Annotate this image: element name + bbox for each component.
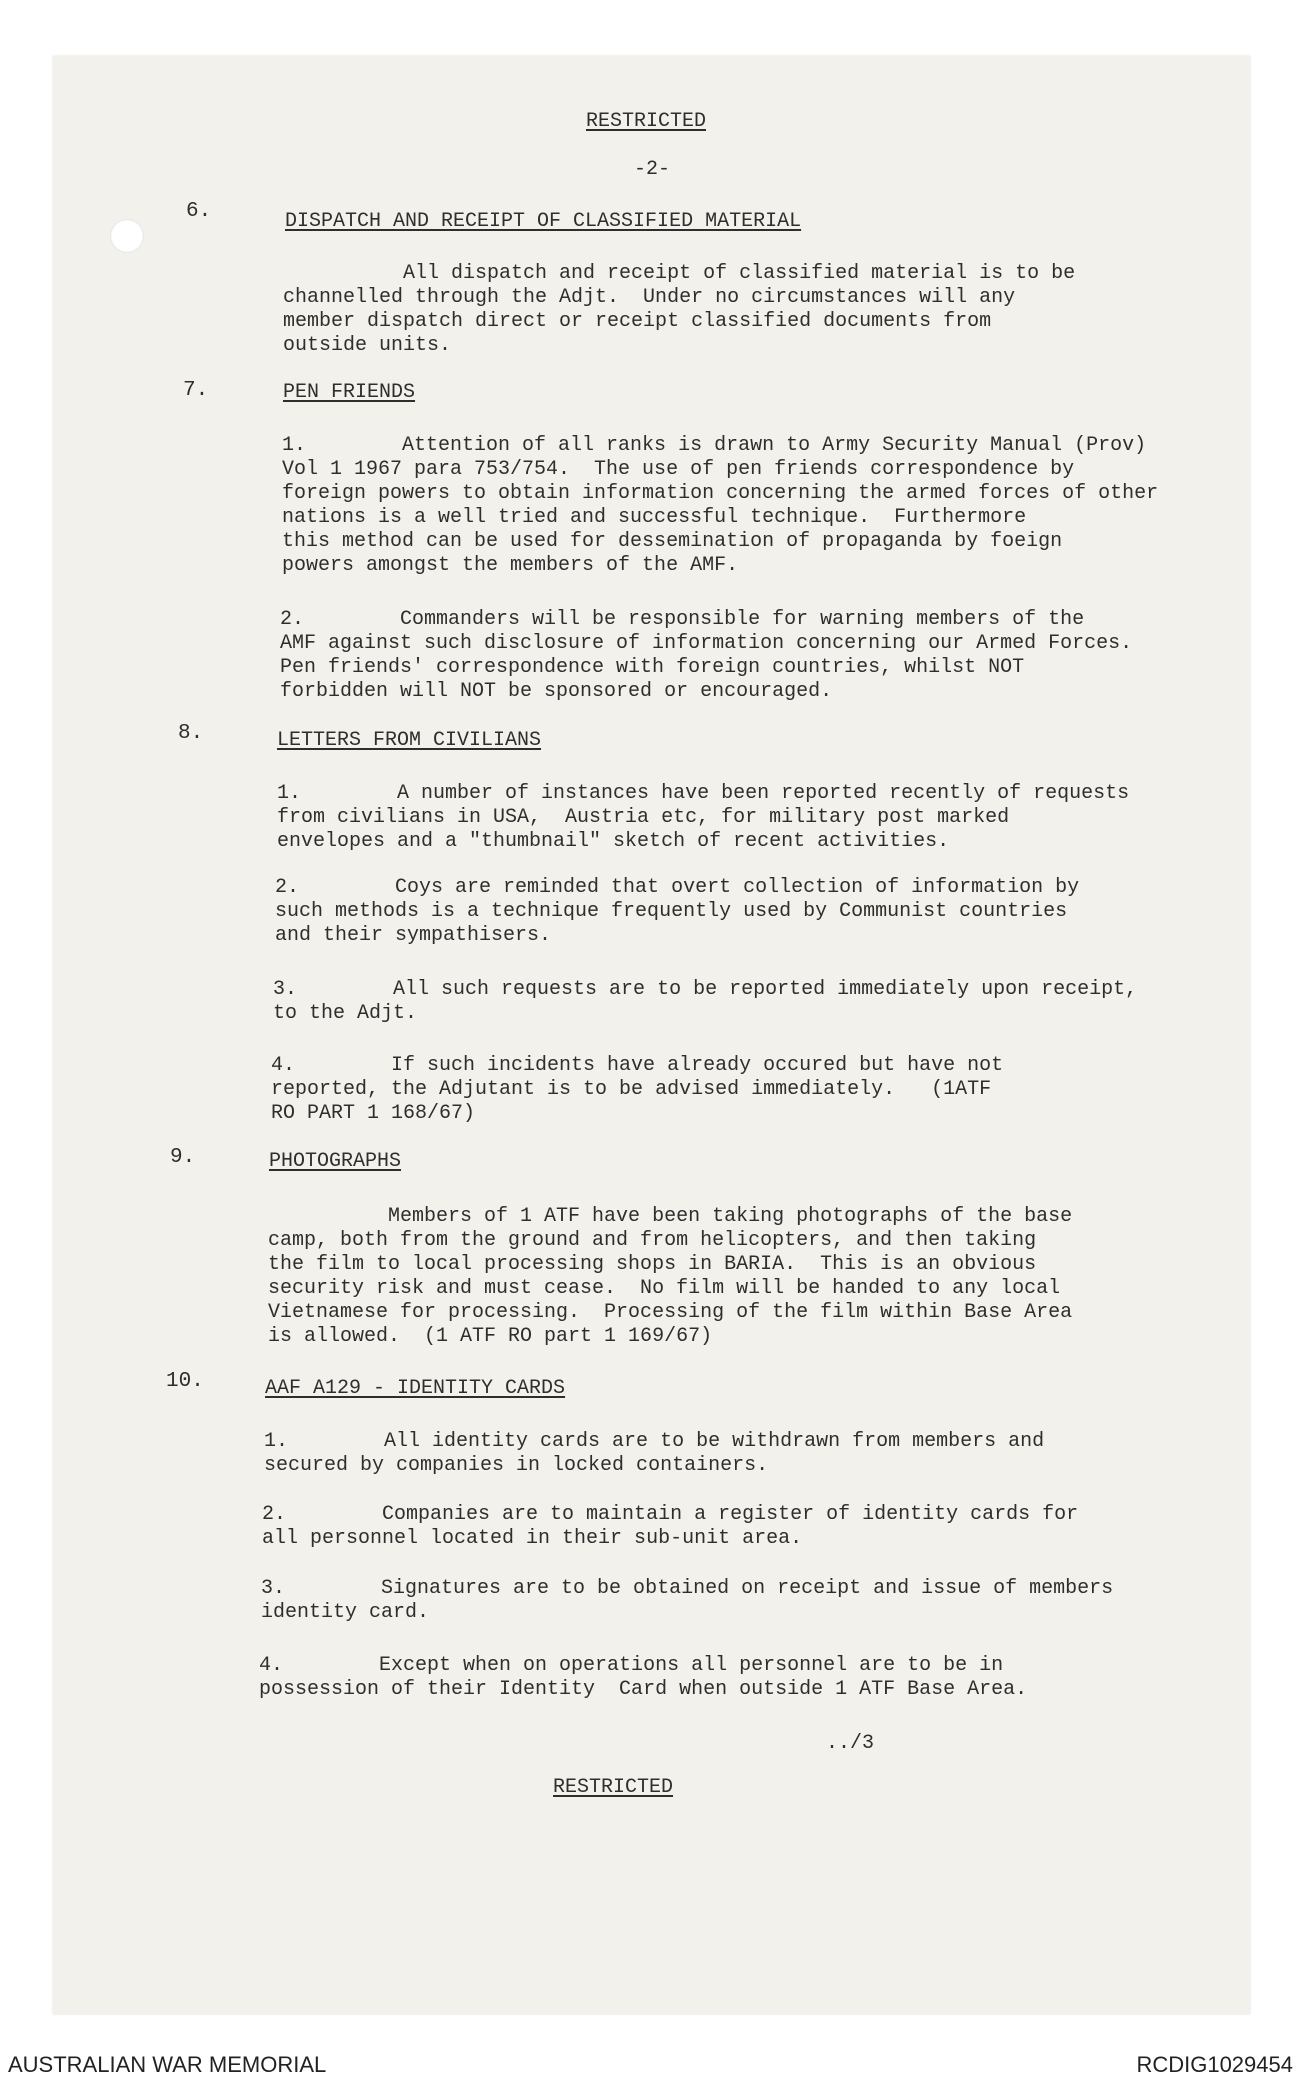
body-line: 1. Attention of all ranks is drawn to Army Security Manual (Prov): [282, 434, 1147, 457]
body-line: forbidden will NOT be sponsored or encouraged.: [280, 680, 833, 703]
body-line: envelopes and a "thumbnail" sketch of recent activities.: [277, 830, 950, 853]
body-line: and their sympathisers.: [275, 924, 552, 947]
body-line: outside units.: [283, 334, 452, 357]
body-line: possession of their Identity Card when outside 1 ATF Base Area.: [259, 1678, 1028, 1701]
body-line: this method can be used for dessemination of propaganda by foeign: [282, 530, 1063, 553]
page-number: -2-: [634, 158, 671, 181]
body-line: 2. Coys are reminded that overt collection of information by: [275, 876, 1080, 899]
section-heading: LETTERS FROM CIVILIANS: [277, 729, 542, 752]
restricted-header: RESTRICTED: [586, 110, 707, 133]
body-line: is allowed. (1 ATF RO part 1 169/67): [268, 1325, 713, 1348]
body-line: camp, both from the ground and from helicopters, and then taking: [268, 1229, 1037, 1252]
continuation-marker: ../3: [826, 1732, 875, 1755]
body-line: Vietnamese for processing. Processing of the film within Base Area: [268, 1301, 1073, 1324]
record-id: RCDIG1029454: [1136, 2052, 1293, 2077]
body-line: from civilians in USA, Austria etc, for military post marked: [277, 806, 1010, 829]
body-line: secured by companies in locked containers.: [264, 1454, 769, 1477]
body-line: 3. Signatures are to be obtained on receipt and issue of members: [261, 1577, 1114, 1600]
body-line: to the Adjt.: [273, 1002, 418, 1025]
archive-label: AUSTRALIAN WAR MEMORIAL: [8, 2052, 327, 2077]
body-line: 2. Commanders will be responsible for warning members of the: [280, 608, 1085, 631]
body-line: identity card.: [261, 1601, 430, 1624]
section-number: 7.: [183, 379, 209, 402]
body-line: AMF against such disclosure of information concerning our Armed Forces.: [280, 632, 1133, 655]
body-line: RO PART 1 168/67): [271, 1102, 476, 1125]
body-line: 4. Except when on operations all personnel are to be in: [259, 1654, 1004, 1677]
body-line: the film to local processing shops in BARIA. This is an obvious: [268, 1253, 1037, 1276]
body-line: reported, the Adjutant is to be advised immediately. (1ATF: [271, 1078, 992, 1101]
punch-hole: [110, 219, 144, 253]
body-line: nations is a well tried and successful technique. Furthermore: [282, 506, 1027, 529]
section-number: 10.: [166, 1370, 204, 1393]
body-line: All dispatch and receipt of classified material is to be: [283, 262, 1076, 285]
restricted-footer: RESTRICTED: [553, 1776, 674, 1799]
body-line: 2. Companies are to maintain a register of identity cards for: [262, 1503, 1079, 1526]
body-line: foreign powers to obtain information concerning the armed forces of other: [282, 482, 1159, 505]
section-heading: DISPATCH AND RECEIPT OF CLASSIFIED MATERIAL: [285, 210, 802, 233]
section-number: 9.: [170, 1146, 196, 1169]
section-heading: AAF A129 - IDENTITY CARDS: [265, 1377, 566, 1400]
section-heading: PEN FRIENDS: [283, 381, 416, 404]
section-number: 6.: [186, 200, 212, 223]
body-line: powers amongst the members of the AMF.: [282, 554, 739, 577]
body-line: all personnel located in their sub-unit area.: [262, 1527, 803, 1550]
body-line: 3. All such requests are to be reported immediately upon receipt,: [273, 978, 1138, 1001]
body-line: security risk and must cease. No film will be handed to any local: [268, 1277, 1061, 1300]
body-line: 1. A number of instances have been reported recently of requests: [277, 782, 1130, 805]
body-line: Pen friends' correspondence with foreign countries, whilst NOT: [280, 656, 1025, 679]
body-line: such methods is a technique frequently used by Communist countries: [275, 900, 1068, 923]
body-line: channelled through the Adjt. Under no circumstances will any: [283, 286, 1016, 309]
body-line: 1. All identity cards are to be withdrawn from members and: [264, 1430, 1045, 1453]
section-heading: PHOTOGRAPHS: [269, 1150, 402, 1173]
body-line: Vol 1 1967 para 753/754. The use of pen friends correspondence by: [282, 458, 1075, 481]
body-line: 4. If such incidents have already occured but have not: [271, 1054, 1004, 1077]
body-line: Members of 1 ATF have been taking photographs of the base: [268, 1205, 1073, 1228]
section-number: 8.: [178, 722, 204, 745]
document-page: [53, 56, 1250, 2014]
body-line: member dispatch direct or receipt classified documents from: [283, 310, 992, 333]
